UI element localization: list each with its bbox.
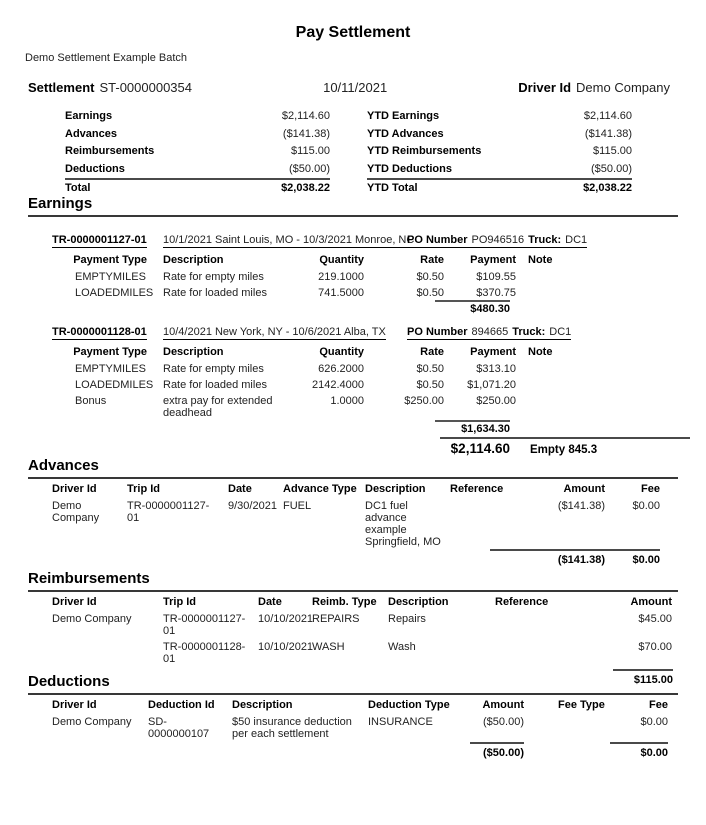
- cell-description: Rate for loaded miles: [163, 379, 267, 391]
- cell-payment: $313.10: [476, 363, 516, 375]
- earnings-total-row: [440, 437, 690, 458]
- po-number-value: PO946516: [471, 234, 525, 246]
- col-header-fee-type: Fee Type: [558, 699, 605, 711]
- cell-trip-id: TR-0000001127-01: [127, 500, 210, 524]
- summary-total-label: Total: [65, 182, 91, 194]
- advances-total-amount: ($141.38): [557, 554, 605, 566]
- driver-name: Demo Company: [576, 80, 670, 95]
- cell-description: extra pay for extended deadhead: [163, 395, 273, 419]
- settlement-id-group: [28, 80, 192, 95]
- summary-label: Reimbursements: [65, 145, 155, 157]
- summary-value: ($141.38): [584, 127, 632, 140]
- cell-description: $50 insurance deduction per each settlement: [232, 716, 352, 740]
- summary-tables: [65, 108, 632, 195]
- cell-payment: $370.75: [476, 287, 516, 299]
- summary-row: [65, 161, 330, 179]
- summary-row: [65, 108, 330, 126]
- trip-po-truck: [407, 234, 587, 248]
- summary-label: YTD Earnings: [367, 110, 440, 122]
- summary-label: YTD Reimbursements: [367, 145, 482, 157]
- summary-ytd-table: [367, 108, 632, 195]
- col-header-amount: Amount: [563, 483, 605, 495]
- col-header-payment: Payment: [470, 254, 516, 266]
- cell-payment-type: LOADEDMILES: [75, 287, 154, 299]
- cell-trip-id: TR-0000001127-01: [163, 613, 246, 637]
- deductions-section: [28, 674, 678, 760]
- settlement-header: [28, 80, 670, 95]
- truck-value: DC1: [565, 234, 588, 246]
- cell-deduction-type: INSURANCE: [368, 716, 433, 728]
- summary-label: Deductions: [65, 162, 125, 175]
- reimbursements-table: [52, 596, 678, 665]
- cell-advance-type: FUEL: [283, 500, 312, 512]
- cell-description: DC1 fuel advance example Springfield, MO: [365, 500, 441, 548]
- trip-route: 10/4/2021 New York, NY - 10/6/2021 Alba, TX: [163, 326, 386, 338]
- cell-amount: ($141.38): [557, 500, 605, 512]
- col-header-fee: Fee: [641, 483, 660, 495]
- col-header-advance-type: Advance Type: [283, 483, 357, 495]
- trip-id: TR-0000001128-01: [52, 326, 147, 338]
- col-header-date: Date: [258, 596, 282, 608]
- deductions-total-row: [470, 742, 678, 760]
- summary-total-row: [367, 178, 632, 195]
- cell-quantity: 741.5000: [318, 287, 364, 299]
- cell-deduction-id: SD-0000000107: [148, 716, 210, 740]
- deductions-total-spacer: [524, 742, 610, 760]
- cell-fee-type: [524, 716, 610, 740]
- deductions-table: [52, 699, 678, 740]
- col-header-trip-id: Trip Id: [127, 483, 160, 495]
- cell-note: [516, 271, 678, 283]
- col-header-reimb-type: Reimb. Type: [312, 596, 377, 608]
- cell-fee: $0.00: [640, 716, 668, 728]
- summary-value: ($141.38): [282, 127, 330, 140]
- col-header-note: Note: [528, 346, 553, 358]
- cell-payment: $250.00: [476, 395, 516, 407]
- cell-driver-id: Demo Company: [52, 716, 132, 728]
- col-header-amount: Amount: [630, 596, 672, 608]
- settlement-id: ST-0000000354: [99, 80, 192, 95]
- cell-rate: $0.50: [416, 363, 444, 375]
- col-header-deduction-type: Deduction Type: [368, 699, 450, 711]
- advances-table: [52, 483, 678, 548]
- summary-total-label: YTD Total: [367, 182, 418, 194]
- cell-payment-type: LOADEDMILES: [75, 379, 154, 391]
- cell-note: [516, 395, 678, 419]
- deductions-section-title: Deductions: [28, 674, 678, 695]
- driver-id-label: Driver Id: [518, 80, 572, 95]
- cell-date: 10/10/2021: [258, 641, 314, 653]
- cell-date: 10/10/2021: [258, 613, 314, 625]
- summary-label: Earnings: [65, 110, 113, 122]
- trip-id: TR-0000001127-01: [52, 234, 147, 246]
- col-header-description: Description: [163, 346, 224, 358]
- cell-payment: $109.55: [476, 271, 516, 283]
- col-header-description: Description: [232, 699, 293, 711]
- summary-label: YTD Deductions: [367, 162, 452, 175]
- batch-name: Demo Settlement Example Batch: [25, 52, 188, 64]
- cell-amount: ($50.00): [483, 716, 524, 728]
- cell-payment: $1,071.20: [467, 379, 516, 391]
- trip-subtotal: $480.30: [435, 300, 510, 315]
- driver-id-group: [518, 80, 670, 95]
- cell-fee: $0.00: [632, 500, 660, 512]
- col-header-payment-type: Payment Type: [73, 254, 147, 266]
- col-header-payment-type: Payment Type: [73, 346, 147, 358]
- summary-label: YTD Advances: [367, 127, 444, 140]
- cell-note: [516, 363, 678, 375]
- col-header-driver-id: Driver Id: [52, 699, 97, 711]
- cell-description: Wash: [388, 641, 416, 653]
- summary-value: ($50.00): [591, 162, 632, 175]
- advances-section-title: Advances: [28, 458, 678, 479]
- summary-value: $115.00: [291, 145, 330, 157]
- col-header-rate: Rate: [420, 254, 444, 266]
- summary-value: ($50.00): [289, 162, 330, 175]
- summary-row: [367, 161, 632, 179]
- deductions-total-amount: ($50.00): [470, 742, 524, 760]
- col-header-driver-id: Driver Id: [52, 596, 97, 608]
- settlement-label: Settlement: [28, 80, 95, 95]
- earnings-section-title: Earnings: [28, 196, 678, 217]
- cell-payment-type: Bonus: [75, 395, 107, 407]
- cell-quantity: 1.0000: [330, 395, 364, 407]
- col-header-note: Note: [528, 254, 553, 266]
- cell-rate: $0.50: [416, 271, 444, 283]
- summary-current-table: [65, 108, 330, 195]
- empty-miles-total: Empty 845.3: [530, 444, 598, 456]
- cell-driver-id: Demo Company: [52, 500, 100, 524]
- col-header-trip-id: Trip Id: [163, 596, 196, 608]
- cell-reference: [450, 500, 545, 548]
- col-header-rate: Rate: [420, 346, 444, 358]
- cell-reference: [495, 613, 595, 637]
- col-header-quantity: Quantity: [319, 254, 364, 266]
- cell-quantity: 626.2000: [318, 363, 364, 375]
- trip-route: 10/1/2021 Saint Louis, MO - 10/3/2021 Monroe, NC: [163, 234, 415, 246]
- cell-note: [516, 379, 678, 391]
- col-header-date: Date: [228, 483, 252, 495]
- col-header-description: Description: [388, 596, 449, 608]
- cell-payment-type: EMPTYMILES: [75, 363, 146, 375]
- advances-total-row: [490, 549, 660, 567]
- cell-payment-type: EMPTYMILES: [75, 271, 146, 283]
- col-header-fee: Fee: [649, 699, 668, 711]
- cell-amount: $70.00: [638, 641, 672, 653]
- earnings-section: [28, 196, 678, 458]
- truck-label: Truck:: [528, 234, 562, 246]
- col-header-reference: Reference: [495, 596, 549, 608]
- cell-date: 9/30/2021: [228, 500, 277, 512]
- summary-row: [367, 126, 632, 144]
- trip-header: [28, 234, 678, 250]
- cell-reimb-type: REPAIRS: [312, 613, 360, 625]
- trip-po-truck: [407, 326, 571, 340]
- trip-subtotal: $1,634.30: [435, 420, 510, 435]
- col-header-description: Description: [163, 254, 224, 266]
- col-header-deduction-id: Deduction Id: [148, 699, 215, 711]
- summary-row: [65, 126, 330, 144]
- summary-row: [367, 108, 632, 126]
- summary-value: $2,114.60: [281, 110, 330, 122]
- cell-reimb-type: WASH: [312, 641, 345, 653]
- cell-description: Rate for empty miles: [163, 363, 264, 375]
- cell-rate: $250.00: [404, 395, 444, 407]
- earnings-table: [52, 346, 678, 419]
- cell-reference: [495, 641, 595, 665]
- truck-label: Truck:: [512, 326, 546, 338]
- summary-total-value: $2,038.22: [281, 182, 330, 194]
- po-number-label: PO Number: [407, 326, 468, 338]
- summary-row: [367, 143, 632, 161]
- settlement-date: 10/11/2021: [323, 80, 388, 95]
- advances-section: [28, 458, 678, 567]
- cell-amount: $45.00: [638, 613, 672, 625]
- summary-total-value: $2,038.22: [583, 182, 632, 194]
- summary-value: $115.00: [593, 145, 632, 157]
- cell-rate: $0.50: [416, 379, 444, 391]
- cell-description: Rate for loaded miles: [163, 287, 267, 299]
- col-header-quantity: Quantity: [319, 346, 364, 358]
- col-header-driver-id: Driver Id: [52, 483, 97, 495]
- po-number-value: 894665: [471, 326, 509, 338]
- deductions-total-fee: $0.00: [610, 742, 668, 760]
- earnings-total: $2,114.60: [450, 441, 510, 456]
- col-header-payment: Payment: [470, 346, 516, 358]
- cell-note: [516, 287, 678, 299]
- po-number-label: PO Number: [407, 234, 468, 246]
- summary-label: Advances: [65, 127, 117, 140]
- cell-quantity: 2142.4000: [312, 379, 364, 391]
- truck-value: DC1: [549, 326, 572, 338]
- cell-driver-id: Demo Company: [52, 613, 132, 625]
- trip-header: [28, 326, 678, 342]
- summary-row: [65, 143, 330, 161]
- reimbursements-section-title: Reimbursements: [28, 571, 678, 592]
- col-header-description: Description: [365, 483, 426, 495]
- cell-description: Repairs: [388, 613, 426, 625]
- col-header-amount: Amount: [482, 699, 524, 711]
- cell-rate: $0.50: [416, 287, 444, 299]
- col-header-reference: Reference: [450, 483, 504, 495]
- advances-total-fee: $0.00: [632, 554, 660, 566]
- page-title: Pay Settlement: [295, 24, 411, 41]
- summary-total-row: [65, 178, 330, 195]
- reimbursements-section: [28, 571, 678, 687]
- reimbursements-total: $115.00: [613, 669, 673, 687]
- cell-quantity: 219.1000: [318, 271, 364, 283]
- cell-description: Rate for empty miles: [163, 271, 264, 283]
- summary-value: $2,114.60: [583, 110, 632, 122]
- cell-trip-id: TR-0000001128-01: [163, 641, 246, 665]
- cell-driver-id: [52, 641, 163, 665]
- earnings-table: [52, 254, 678, 299]
